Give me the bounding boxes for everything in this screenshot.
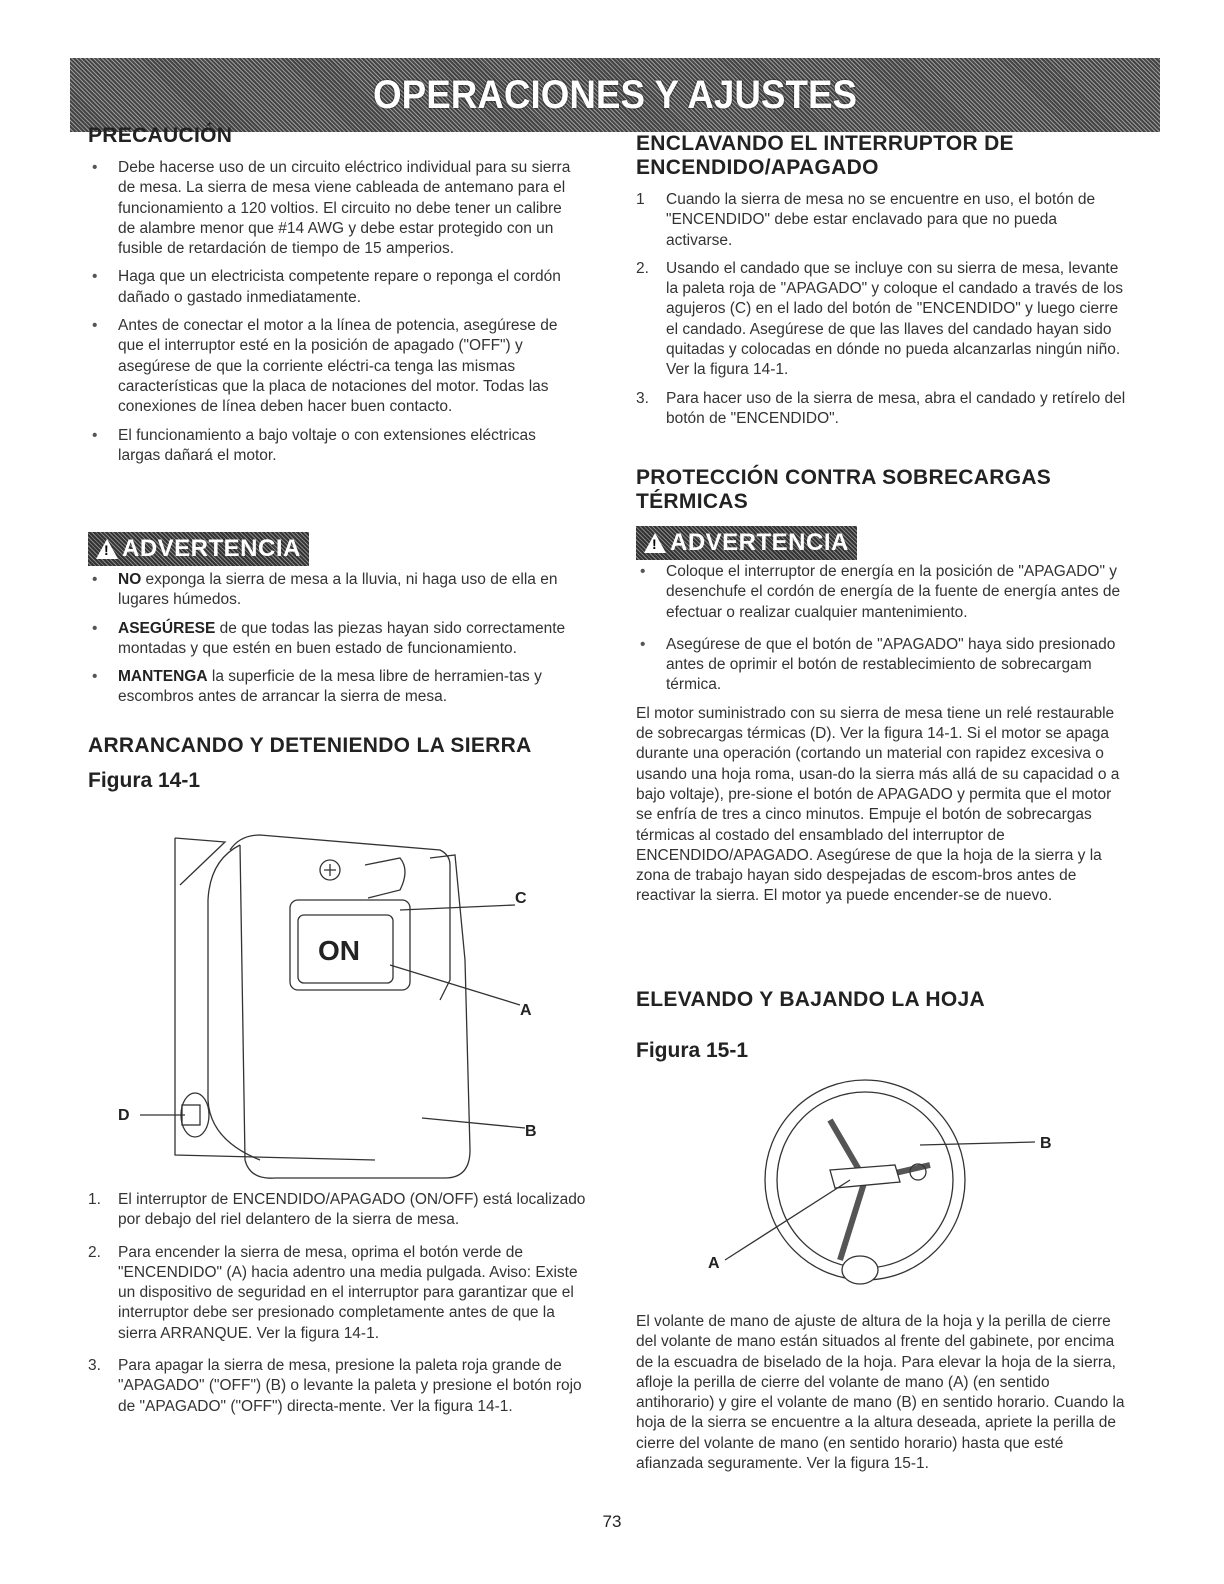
elevando-section (636, 988, 1126, 1064)
emphasis: ASEGÚRESE (118, 619, 216, 637)
switch-paddle-outline (240, 845, 470, 1178)
warning-icon (644, 533, 666, 553)
step-text: Para apagar la sierra de mesa, presione la paleta roja grande de "APAGADO" ("OFF") (B) o levante la paleta y presione el botón rojo de "APAGADO" ("OFF") directa-mente. Ver la figura 14-1. (118, 1357, 582, 1415)
warning-label: ADVERTENCIA (122, 535, 301, 562)
list-item (636, 190, 1126, 251)
page-number: 73 (602, 1512, 622, 1531)
label-c: C (515, 890, 527, 907)
warning-list (636, 562, 1126, 696)
warning-label: ADVERTENCIA (670, 529, 849, 556)
step-number: 3. (88, 1357, 101, 1375)
list-item: • Haga que un electricista competente repare o reponga el cordón dañado o gastado inmediatamente. (88, 267, 580, 308)
warning-section-left (88, 532, 580, 716)
list-item (88, 570, 580, 611)
label-a: A (708, 1255, 720, 1272)
proteccion-heading: PROTECCIÓN CONTRA SOBRECARGAS TÉRMICAS (636, 466, 1052, 513)
list-item: • Coloque el interruptor de energía en la posición de "APAGADO" y desenchufe el cordón de energía de la fuente de energía antes de efectuar o realizar cualquier mantenimiento. (636, 562, 1126, 623)
list-item (88, 1190, 588, 1231)
leader-a (725, 1180, 850, 1260)
page-title: OPERACIONES Y AJUSTES (372, 72, 857, 117)
list-item (88, 1356, 588, 1417)
section-banner (70, 58, 1160, 132)
step-number: 3. (636, 389, 649, 407)
list-item (636, 389, 1126, 430)
proteccion-section (636, 466, 1126, 907)
leader-b (920, 1142, 1035, 1145)
overload-paragraph: El motor suministrado con su sierra de mesa tiene un relé restaurable de sobrecargas térmicas (D). Ver la figura 14-1. Si el motor se apaga durante una operación (cortando un material con rapidez excesiva o usando una hoja roma, usan-do la sierra más allá de su capacidad o a bajo voltaje), pre-sione el botón de APAGADO y permita que el motor se enfría de tres a cinco minutos. Empuje el botón de sobrecargas térmicas al costado del ensamblado del interruptor de ENCENDIDO/APAGADO. Asegúrese de que la hoja de la sierra y la zona de trabajo hayan sido despejadas de escom-bros antes de reactivar la sierra. El motor ya puede encender-se de nuevo. (636, 704, 1120, 905)
warning-banner (636, 526, 857, 560)
text: de que todas las piezas hayan sido correctamente montadas y que estén en buen estado de funcionamiento. (118, 619, 566, 657)
switch-top-outline (230, 835, 450, 1000)
step-number: 1 (636, 191, 645, 208)
label-b: B (525, 1123, 537, 1140)
figure-caption: Figura 14-1 (88, 769, 201, 792)
arrancando-steps (88, 1190, 588, 1429)
figure-caption: Figura 15-1 (636, 1039, 749, 1062)
precaucion-heading: PRECAUCIÓN (88, 124, 233, 147)
step-number: 2. (88, 1243, 101, 1261)
precaucion-list (88, 158, 580, 466)
steps-list (88, 1190, 588, 1417)
step-text: Cuando la sierra de mesa no se encuentre en uso, el botón de "ENCENDIDO" debe estar enclavado para que no pueda activarse. (666, 191, 1096, 249)
warning-list (88, 570, 580, 708)
emphasis: MANTENGA (118, 668, 208, 686)
handwheel-figure (680, 1070, 1080, 1300)
padlock-tab (365, 858, 405, 898)
list-item: • El funcionamiento a bajo voltaje o con extensiones eléctricas largas dañará el motor. (88, 426, 580, 467)
handwheel-paragraph: El volante de mano de ajuste de altura de la hoja y la perilla de cierre del volante de mano están situados al frente del gabinete, por encima de la escuadra de biselado de la hoja. Para elevar la hoja de la sierra, afloje la perilla de cierre del volante de mano (A) (en sentido antihorario) y gire el volante de mano (B) en sentido horario. Cuando la hoja de la sierra se encuentre a la altura deseada, apriete la perilla de cierre del volante de mano (en sentido horario) hasta que esté afianzada seguramente. Ver la figura 15-1. (636, 1313, 1125, 1473)
steps-list (636, 190, 1126, 429)
step-text: Para hacer uso de la sierra de mesa, abra el candado y retírelo del botón de "ENCENDIDO". (666, 389, 1126, 427)
list-item (88, 1243, 588, 1344)
precaucion-section (88, 124, 580, 474)
enclavando-heading: ENCLAVANDO EL INTERRUPTOR DE ENCENDIDO/APAGADO (636, 132, 1014, 179)
list-item (88, 619, 580, 660)
list-item (88, 667, 580, 708)
handle (842, 1256, 878, 1284)
enclavando-section (636, 132, 1126, 441)
warning-icon (96, 539, 118, 559)
emphasis: NO (118, 571, 142, 588)
arrancando-section (88, 734, 588, 794)
elevando-text (636, 1312, 1126, 1474)
list-item: • Debe hacerse uso de un circuito eléctrico individual para su sierra de mesa. La sierra de mesa viene cableada de antemano para el funcionamiento a 120 voltios. El circuito no debe tener un calibre de alambre menor que #14 AWG y debe estar protegido con un fusible de retardación de tiempo de 15 amperios. (88, 158, 580, 259)
text: la superficie de la mesa libre de herramien-tas y escombros antes de arrancar la sierra de mesa. (118, 668, 542, 706)
switch-figure (100, 800, 560, 1180)
label-a: A (520, 1002, 532, 1019)
list-item (636, 259, 1126, 381)
lock-knob (830, 1165, 900, 1188)
step-number: 1. (88, 1191, 101, 1208)
arrancando-heading: ARRANCANDO Y DETENIENDO LA SIERRA (88, 734, 532, 757)
switch-base-outline (175, 838, 375, 1160)
on-label: ON (318, 935, 360, 966)
step-text: El interruptor de ENCENDIDO/APAGADO (ON/OFF) está localizado por debajo del riel delantero de la sierra de mesa. (118, 1191, 586, 1229)
list-item: • Asegúrese de que el botón de "APAGADO" haya sido presionado antes de oprimir el botón de restablecimiento de sobrecargam térmica. (636, 635, 1126, 696)
elevando-heading: ELEVANDO Y BAJANDO LA HOJA (636, 988, 985, 1011)
list-item: • Antes de conectar el motor a la línea de potencia, asegúrese de que el interruptor esté en la posición de apagado ("OFF") y asegúrese de que la corriente eléctri-ca tenga las mismas características que la placa de notaciones del motor. Todas las conexiones de línea deben hacer buen contacto. (88, 316, 580, 417)
warning-banner (88, 532, 309, 566)
step-text: Para encender la sierra de mesa, oprima el botón verde de "ENCENDIDO" (A) hacia adentro una media pulgada. Aviso: Existe un dispositivo de seguridad en el interruptor para garantizar que el interruptor debe ser presionado completamente antes de que la sierra ARRANQUE. Ver la figura 14-1. (118, 1243, 578, 1342)
leader-c (400, 905, 515, 910)
label-b: B (1040, 1135, 1052, 1152)
step-number: 2. (636, 259, 649, 277)
leader-b (422, 1118, 525, 1128)
step-text: Usando el candado que se incluye con su sierra de mesa, levante la paleta roja de "APAGADO" y coloque el candado a través de los agujeros (C) en el lado del botón de "ENCENDIDO" y luego cierre el candado. Asegúrese de que las llaves del candado hayan sido quitadas y colocadas en dónde no pueda alcanzarlas ningún niño. Ver la figura 14-1. (666, 259, 1124, 379)
text: exponga la sierra de mesa a la lluvia, ni haga uso de ella en lugares húmedos. (118, 571, 558, 609)
label-d: D (118, 1107, 130, 1124)
